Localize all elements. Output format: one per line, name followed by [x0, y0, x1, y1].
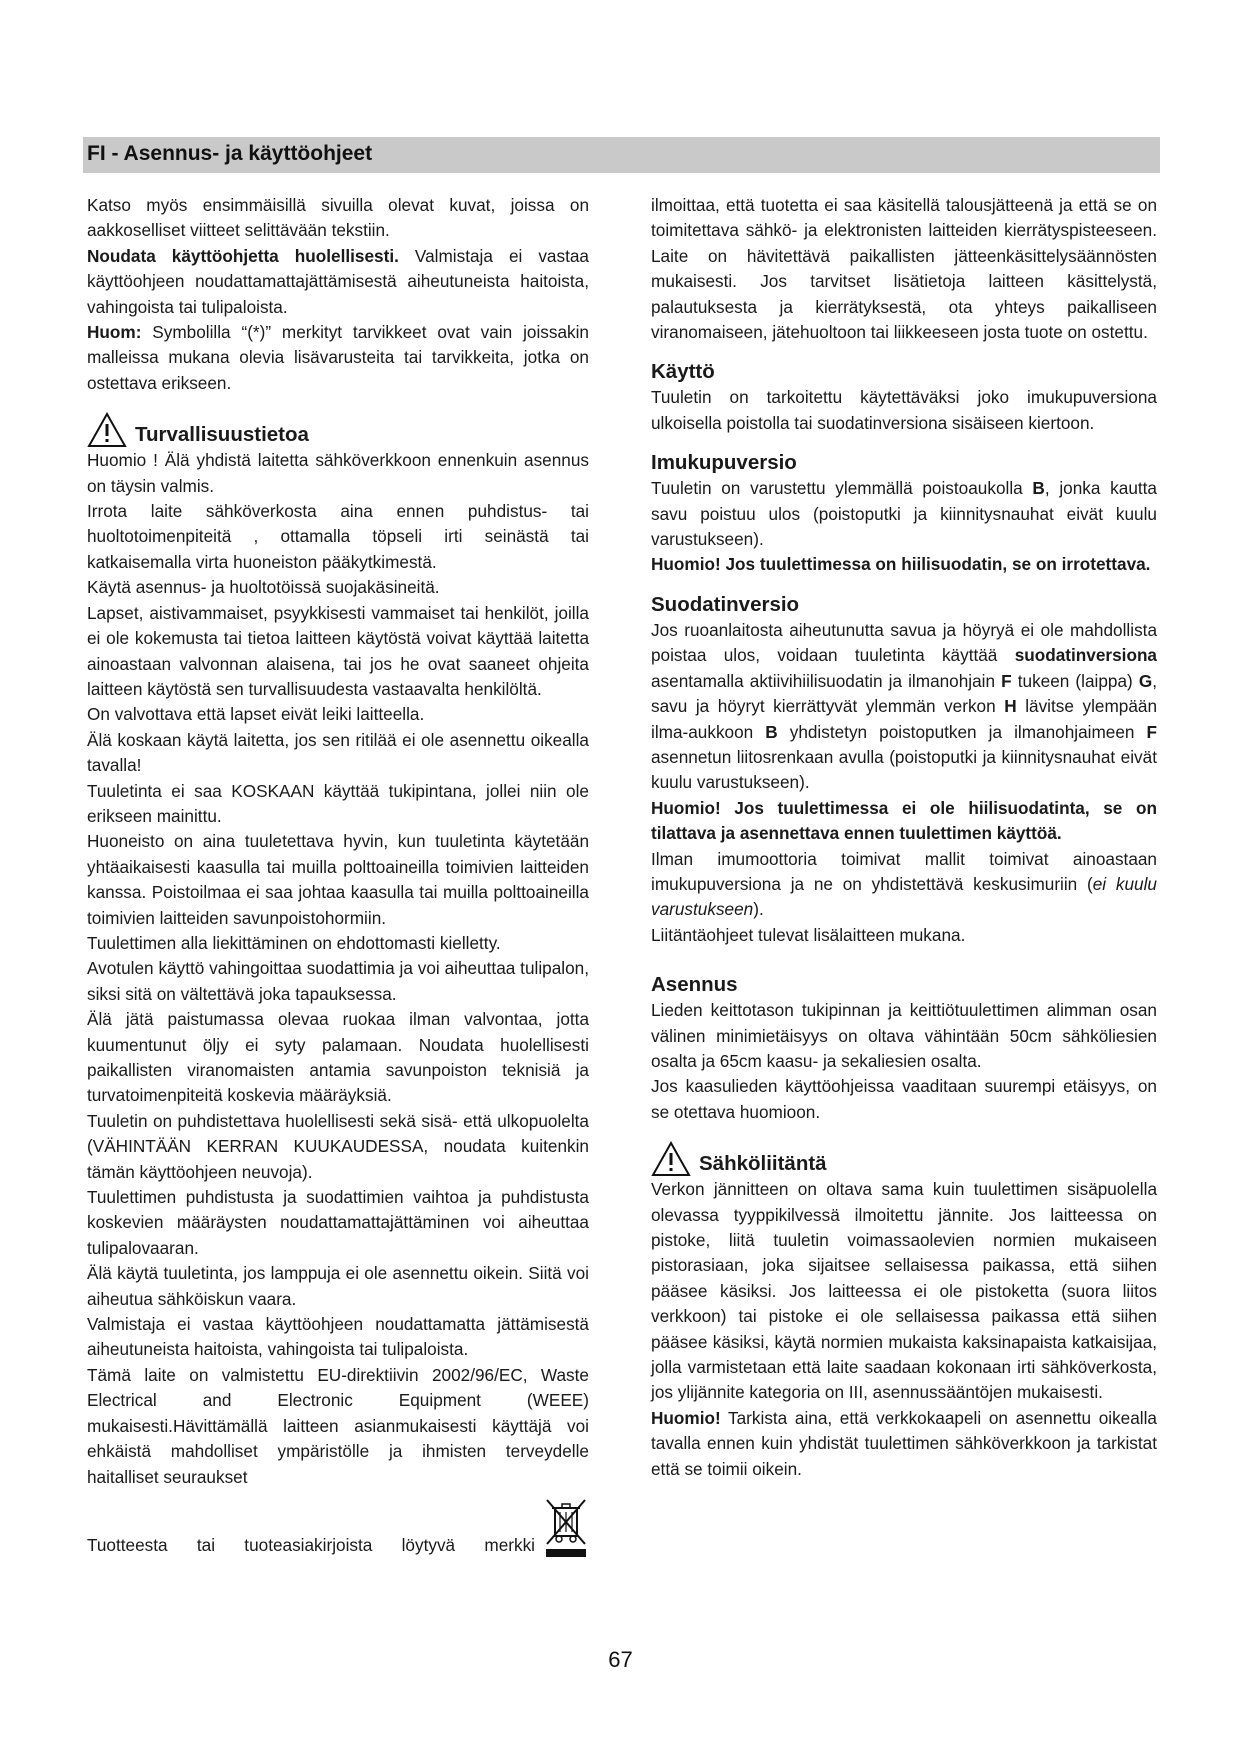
- filter-ref-f2: F: [1146, 721, 1157, 742]
- intro-note-bold: Huom:: [87, 322, 142, 343]
- electrical-warning-bold: Huomio!: [651, 1407, 721, 1428]
- safety-item: Tuulettimen puhdistusta ja suodattimien vaihtoa ja puhdistusta koskevien määräysten noudattamattajättäminen voi aiheuttaa tulipalovaaran.: [87, 1187, 589, 1258]
- suction-warning: [651, 552, 1157, 577]
- electrical-warning: [651, 1406, 1157, 1482]
- filter-warning-text: Huomio! Jos tuulettimessa ei ole hiilisuodatinta, se on tilattava ja asennettava ennen tuulettimen käyttöä.: [651, 797, 1157, 844]
- intro-note-text: Symbolilla “(*)” merkityt tarvikkeet ovat vain joissakin malleissa mukana olevia lisävarusteita tai tarvikkeita, jotka on ostettava erikseen.: [87, 322, 589, 393]
- filter-warning: [651, 796, 1157, 847]
- safety-item: Älä jätä paistumassa olevaa ruokaa ilman valvontaa, jotta kuumentunut öljy ei syty palamaan. Noudata huolellisesti paikallisten viranomaisten antamia savunpoiston teknisiä ja turvatoimenpiteitä koskevia määräyksiä.: [87, 1009, 589, 1106]
- filter-text-a: Jos ruoanlaitosta aiheutunutta savua ja höyryä ei ole mahdollista poistaa ulos, voidaan tuuletinta käyttää: [651, 619, 1157, 666]
- weee-text: Tuotteesta tai tuoteasiakirjoista löytyvä merkki: [87, 1534, 535, 1555]
- safety-item: Avotulen käyttö vahingoittaa suodattimia ja voi aiheuttaa tulipalon, siksi sitä on vältettävä joka tapauksessa.: [87, 958, 589, 1004]
- safety-item: Huomio ! Älä yhdistä laitetta sähköverkkoon ennenkuin asennus on täysin valmis.: [87, 450, 589, 496]
- use-heading: Käyttö: [651, 360, 715, 384]
- safety-heading-row: [87, 406, 589, 448]
- safety-item: Lapset, aistivammaiset, psyykkisesti vammaiset tai henkilöt, joilla ei ole kokemusta tai tietoa laitteen käytöstä voivat käyttää laitetta ainoastaan valvonnan alaisena, tai jos he ovat saaneet ohjeita laitteen käytöstä sen turvallisuudesta vastaavalta henkilöltä.: [87, 602, 589, 699]
- filter-ref-g: G: [1138, 670, 1153, 691]
- safety-item: Huoneisto on aina tuuletettava hyvin, kun tuuletinta käytetään yhtäaikaisesti kaasulla tai muilla polttoaineilla toimivien laitteiden kanssa. Poistoilmaa ei saa johtaa kaasulla tai muilla polttoaineilla toimivien laitteiden savunpoistohormiin.: [87, 831, 589, 928]
- filter-text2-italic: ei kuulu varustukseen: [651, 873, 1157, 920]
- electrical-text: Verkon jännitteen on oltava sama kuin tuulettimen sisäpuolella olevassa tyyppikilvessä ilmoitettu jännite. Jos laitteessa on pistoke, liitä tuuletin voimassaolevien normien mukaiseen pistorasiaan, joka sijaitsee sellaisessa paikassa, että siihen pääsee käsiksi. Jos laitteessa ei ole pistoketta (suora liitos verkkoon) tai pistoke ei ole sellaisessa paikassa että siihen pääsee käsiksi, käytä normien mukaista kaksinapaista katkaisijaa, jolla varmistetaan että laite saadaan kokonaan irti sähköverkosta, jos ylijännite kategoria on III, asennussääntöjen mukaisesti.: [651, 1179, 1157, 1403]
- filter-text-e: lävitse ylempään ilma-aukkoon: [651, 696, 1158, 742]
- electrical-warning-text: Tarkista aina, että verkkokaapeli on asennettu oikealla tavalla ennen kuin yhdistät tuulettimen sähköverkkoon ja tarkistat että se toimii oikein.: [651, 1407, 1157, 1479]
- filter-text-f: yhdistetyn poistoputken ja ilmanohjaimeen: [777, 721, 1147, 742]
- warning-triangle-icon: [651, 1141, 691, 1177]
- filter-text2-a: Ilman imumoottoria toimivat mallit toimivat ainoastaan imukupuversiona ja ne on yhdistettävä keskusimuriin (: [651, 848, 1157, 894]
- warning-triangle-icon: [87, 412, 127, 448]
- suction-text: [651, 476, 1157, 552]
- suction-ref-b: B: [1032, 478, 1045, 499]
- install-text: Lieden keittotason tukipinnan ja keittiötuulettimen alimman osan välinen minimietäisyys on oltava vähintään 50cm sähköliesien osalta ja 65cm kaasu- ja sekaliesien osalta.: [651, 1000, 1157, 1071]
- safety-heading: Turvallisuustietoa: [135, 423, 309, 447]
- filter-text2-b: ).: [753, 899, 764, 920]
- filter-text-c: tukeen (laippa): [1011, 670, 1139, 691]
- filter-ref-b: B: [765, 721, 778, 742]
- install-text: Jos kaasulieden käyttöohjeissa vaaditaan suurempi etäisyys, on se otettava huomioon.: [651, 1076, 1157, 1122]
- section-title: FI - Asennus- ja käyttöohjeet: [87, 142, 373, 165]
- filter-text2: [651, 847, 1157, 923]
- section-header-bar: [83, 137, 1160, 173]
- safety-item: Valmistaja ei vastaa käyttöohjeen noudattamatta jättämisestä aiheutuneista haitoista, vahingoista tai tulipaloista.: [87, 1314, 589, 1360]
- left-column: [87, 193, 589, 1558]
- safety-item: Käytä asennus- ja huoltotöissä suojakäsineitä.: [87, 577, 440, 598]
- filter-ref-h: H: [1004, 696, 1017, 717]
- intro-note: [87, 320, 589, 396]
- weee-mark-line: [87, 1496, 589, 1558]
- filter-text3: Liitäntäohjeet tulevat lisälaitteen mukana.: [651, 924, 966, 945]
- use-text: Tuuletin on tarkoitettu käytettäväksi joko imukupuversiona ulkoisella poistolla tai suodatinversiona sisäiseen kiertoon.: [651, 387, 1157, 433]
- safety-item: Älä koskaan käytä laitetta, jos sen ritilää ei ole asennettu oikealla tavalla!: [87, 729, 589, 776]
- weee-crossed-bin-icon: [543, 1496, 589, 1558]
- filter-text-d: , savu ja höyryt kierrättyvät ylemmän verkon: [651, 670, 1157, 717]
- filter-text-b: asentamalla aktiivihiilisuodatin ja ilmanohjain: [651, 670, 1002, 691]
- intro-instruction-bold: Noudata käyttöohjetta huolellisesti.: [87, 245, 399, 266]
- right-column: [651, 193, 1157, 1482]
- safety-item: Tuulettimen alla liekittäminen on ehdottomasti kielletty.: [87, 932, 501, 953]
- intro-instruction-text: Valmistaja ei vastaa käyttöohjeen noudattamattajättämisestä aiheutuneista haitoista, vahingoista tai tulipaloista.: [87, 245, 589, 317]
- safety-item: Tämä laite on valmistettu EU-direktiivin 2002/96/EC, Waste Electrical and Electronic Equipment (WEEE) mukaisesti.Hävittämällä laitteen asianmukaisesti käyttäjä voi ehkäistä mahdolliset ympäristölle ja ihmisten terveydelle haitalliset seuraukset: [87, 1364, 589, 1487]
- intro-paragraph: Katso myös ensimmäisillä sivuilla olevat kuvat, joissa on aakkoselliset viitteet selittävään tekstiin.: [87, 195, 589, 241]
- safety-item: Älä käytä tuuletinta, jos lamppuja ei ole asennettu oikein. Siitä voi aiheutua sähköiskun vaara.: [87, 1263, 589, 1309]
- suction-heading: Imukupuversio: [651, 451, 797, 475]
- electrical-heading: Sähköliitäntä: [699, 1152, 827, 1176]
- page-number: 67: [608, 1647, 633, 1672]
- install-heading: Asennus: [651, 973, 738, 997]
- safety-item: On valvottava että lapset eivät leiki laitteella.: [87, 704, 425, 725]
- safety-item: Tuuletin on puhdistettava huolellisesti sekä sisä- että ulkopuolelta (VÄHINTÄÄN KERRAN KUUKAUDESSA, noudata kuitenkin tämän käyttöohjeen neuvoja).: [87, 1110, 589, 1182]
- filter-text-bold: suodatinversiona: [1014, 645, 1157, 666]
- safety-item: Tuuletinta ei saa KOSKAAN käyttää tukipintana, jollei niin ole erikseen mainittu.: [87, 780, 589, 826]
- suction-warning-text: Huomio! Jos tuulettimessa on hiilisuodatin, se on irrotettava.: [651, 554, 1151, 575]
- filter-text-g: asennetun liitosrenkaan avulla (poistoputki ja kiinnitysnauhat eivät kuulu varustukseen).: [651, 746, 1157, 793]
- safety-item: Irrota laite sähköverkosta aina ennen puhdistus- tai huoltotoimenpiteitä , ottamalla töpseli irti seinästä tai katkaisemalla virta huoneiston pääkytkimestä.: [87, 501, 589, 572]
- filter-text: [651, 618, 1157, 796]
- filter-ref-f: F: [1001, 670, 1012, 691]
- suction-text-a: Tuuletin on varustettu ylemmällä poistoaukolla: [651, 478, 1033, 499]
- filter-heading: Suodatinversio: [651, 592, 800, 616]
- suction-text-b: , jonka kautta savu poistuu ulos (poistoputki ja kiinnitysnauhat eivät kuulu varustukseen).: [651, 478, 1157, 550]
- weee-continuation: ilmoittaa, että tuotetta ei saa käsitellä talousjätteenä ja että se on toimitettava sähkö- ja elektronisten laitteiden kierrätyspisteeseen. Laite on hävitettävä paikallisten jätteenkäsittelysäännösten mukaisesti. Jos tarvitset lisätietoja laitteen käsittelystä, palautuksesta ja kierrätyksestä, ota yhteys paikalliseen viranomaiseen, jätehuoltoon tai liikkeeseen josta tuote on ostettu.: [651, 195, 1157, 343]
- electrical-heading-row: [651, 1135, 1157, 1177]
- intro-instruction: [87, 244, 589, 320]
